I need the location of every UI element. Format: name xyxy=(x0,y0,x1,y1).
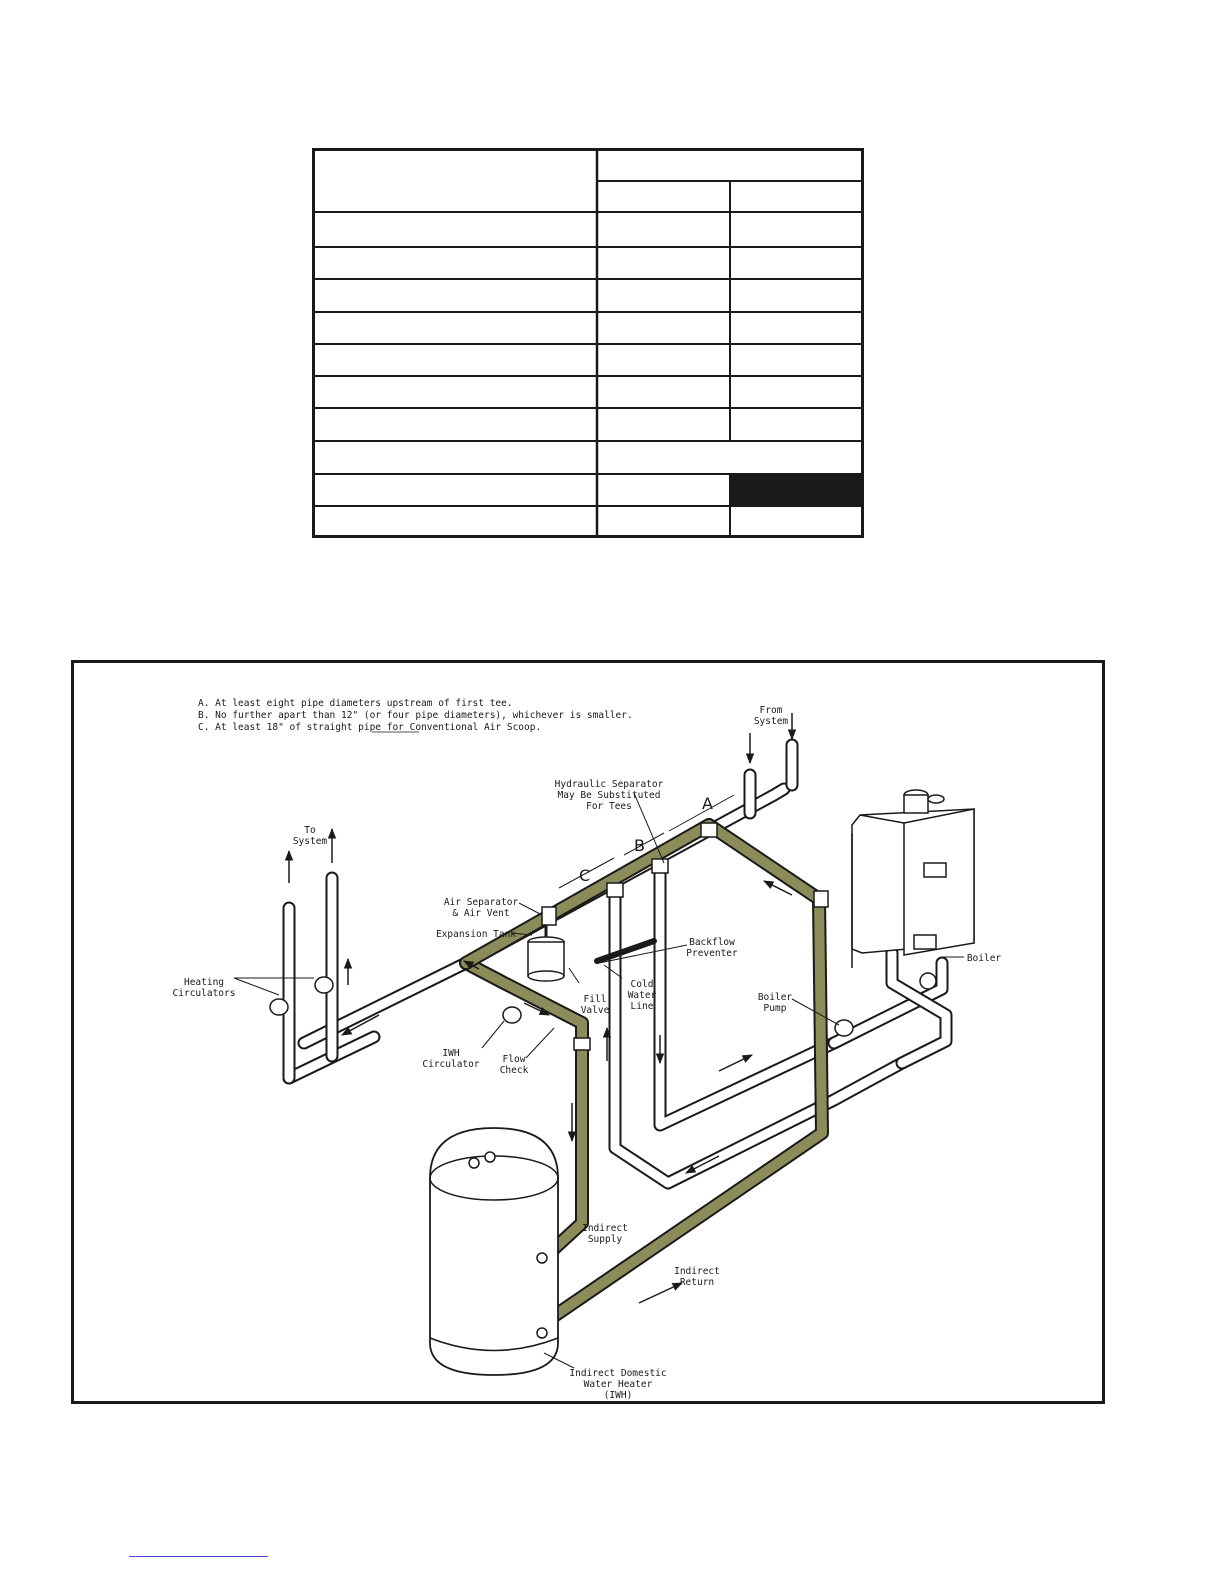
to-system-label-2: System xyxy=(292,836,328,847)
dim-b: B xyxy=(634,836,645,855)
dim-c: C xyxy=(579,866,591,885)
dark-cell xyxy=(730,474,863,506)
from-system-label-2: System xyxy=(753,716,789,727)
fill-valve-label-2: Valve xyxy=(580,1005,610,1016)
indirect-return-label-2: Return xyxy=(679,1277,715,1288)
note-b: B. No further apart than 12" (or four pipe diameters), whichever is smaller. xyxy=(198,710,633,721)
from-system-label-1: From xyxy=(759,705,783,716)
hydraulic-separator-label-3: For Tees xyxy=(586,801,632,812)
note-a: A. At least eight pipe diameters upstream of first tee. xyxy=(198,698,513,709)
indirect-water-heater xyxy=(430,1128,558,1375)
boiler-pump-label-2: Pump xyxy=(763,1003,787,1014)
footer-link-underline xyxy=(129,1556,268,1557)
indirect-return-label-1: Indirect xyxy=(674,1266,720,1277)
boiler xyxy=(852,790,974,968)
hydraulic-separator-label-2: May Be Substituted xyxy=(557,790,661,801)
iwh-label-3: (IWH) xyxy=(603,1390,633,1401)
expansion-tank-label: Expansion Tank xyxy=(435,929,517,940)
iwh-label-2: Water Heater xyxy=(583,1379,653,1390)
boiler-pump-label-1: Boiler xyxy=(757,992,793,1003)
piping-diagram xyxy=(71,660,1105,1404)
indirect-supply-label-2: Supply xyxy=(587,1234,623,1245)
hydraulic-separator-label-1: Hydraulic Separator xyxy=(554,779,664,790)
flow-check-label-2: Check xyxy=(499,1065,529,1076)
cold-water-line-label-3: Line xyxy=(630,1001,654,1012)
notes xyxy=(198,698,633,733)
note-c: C. At least 18" of straight pipe for Conventional Air Scoop. xyxy=(198,722,542,733)
boiler-label: Boiler xyxy=(966,953,1002,964)
backflow-preventer-label-2: Preventer xyxy=(686,948,738,959)
to-system-label-1: To xyxy=(304,825,316,836)
cold-water-line-label-1: Cold xyxy=(630,979,654,990)
indirect-supply-label-1: Indirect xyxy=(582,1223,628,1234)
fill-valve-label-1: Fill xyxy=(583,994,607,1005)
cold-water-line-label-2: Water xyxy=(627,990,657,1001)
air-separator-label-2: & Air Vent xyxy=(452,908,510,919)
dim-a: A xyxy=(702,794,713,813)
heating-circulators-label-2: Circulators xyxy=(172,988,236,999)
iwh-circulator-label-1: IWH xyxy=(442,1048,460,1059)
heating-circulators-label-1: Heating xyxy=(183,977,225,988)
iwh-circulator-label-2: Circulator xyxy=(422,1059,480,1070)
iwh-label-1: Indirect Domestic xyxy=(569,1368,667,1379)
flow-check-label-1: Flow xyxy=(502,1054,526,1065)
air-separator-label-1: Air Separator xyxy=(443,897,519,908)
spec-table xyxy=(312,148,864,538)
backflow-preventer-label-1: Backflow xyxy=(689,937,735,948)
